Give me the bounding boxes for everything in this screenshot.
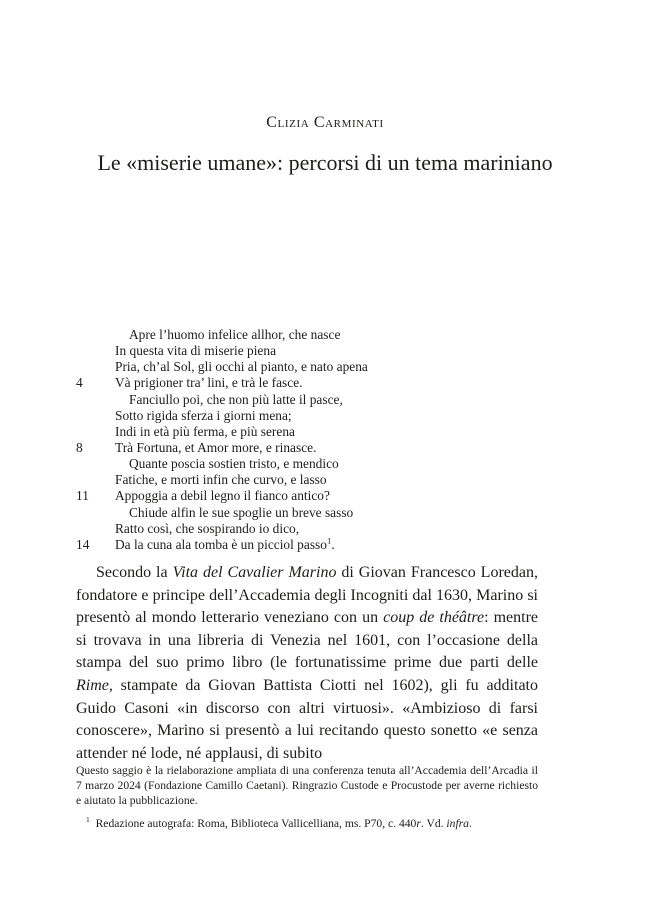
verse-words: Fanciullo poi, che non più latte il pasce, xyxy=(129,391,343,407)
verse-number: 8 xyxy=(76,439,83,455)
verse-words: Fatiche, e morti infin che curvo, e lasso xyxy=(115,472,327,488)
footnote-italic: infra xyxy=(446,816,469,830)
verse-line xyxy=(76,505,556,521)
sonnet xyxy=(76,327,556,553)
verse-text xyxy=(129,392,343,408)
verse-text xyxy=(115,440,316,456)
verse-words: Và prigioner tra’ lini, e trà le fasce. xyxy=(115,375,303,391)
footnote-1 xyxy=(76,816,538,831)
footnote-text: . Vd. xyxy=(420,816,447,830)
verse-punctuation: . xyxy=(331,536,335,552)
verse-line xyxy=(76,488,556,504)
author-name: Clizia Carminati xyxy=(266,114,384,131)
verse-text xyxy=(115,472,327,488)
verse-line xyxy=(76,440,556,456)
verse-number: 4 xyxy=(76,375,83,391)
italic-title: Vita del Cavalier Marino xyxy=(172,564,337,581)
verse-words: Pria, ch’al Sol, gli occhi al pianto, e nato apena xyxy=(115,359,368,375)
verse-words: Da la cuna ala tomba è un picciol passo xyxy=(115,536,327,552)
verse-text xyxy=(115,521,299,537)
verse-line xyxy=(76,359,556,375)
verse-text xyxy=(115,424,295,440)
verse-text xyxy=(115,488,330,504)
verse-words: Quante poscia sostien tristo, e mendico xyxy=(129,456,339,472)
verse-line xyxy=(76,408,556,424)
verse-line xyxy=(76,472,556,488)
verse-text xyxy=(115,408,292,424)
verse-number: 11 xyxy=(76,488,89,504)
verse-line xyxy=(76,375,556,391)
verse-text xyxy=(129,456,339,472)
italic-phrase: coup de théâtre xyxy=(383,609,485,627)
footnote-marker: 1 xyxy=(86,814,90,824)
verse-words: Apre l’huomo infelice allhor, che nasce xyxy=(129,327,341,342)
verse-line xyxy=(76,424,556,440)
acknowledgement-note: Questo saggio è la rielaborazione ampliata di una conferenza tenuta all’Accademia dell’Arcadia il 7 marzo 2024 (Fondazione Camillo Caetani). Ringrazio Custode e Procustode per averne richiesto e aiutato la pubblicazione. xyxy=(76,764,538,808)
body-text: , stampate da Giovan Battista Ciotti nel 1602), gli fu additato Guido Casoni «in discorso con altri virtuosi». «Ambizioso di farsi conoscere», Marino si presentò a lui recitando questo sonetto «e senza attender né lode, né applausi, di subito xyxy=(76,676,538,762)
body-text: Secondo la xyxy=(96,564,173,581)
verse-words: Chiude alfin le sue spoglie un breve sasso xyxy=(129,504,354,520)
footnote-text: Redazione autografa: Roma, Biblioteca Vallicelliana, ms. P70, c. 440 xyxy=(95,816,417,830)
italic-title: Rime xyxy=(76,676,109,694)
verse-words: Ratto così, che sospirando io dico, xyxy=(115,520,300,536)
verse-line xyxy=(76,456,556,472)
verse-words: In questa vita di miserie piena xyxy=(115,343,277,359)
verse-text xyxy=(115,375,303,391)
footnotes xyxy=(76,763,538,831)
verse-line xyxy=(76,537,556,553)
verse-line xyxy=(76,392,556,408)
verse-line xyxy=(76,327,556,343)
essay-title: Le «miserie umane»: percorsi di un tema mariniano xyxy=(97,150,553,175)
footnote-text: . xyxy=(468,816,472,830)
verse-words: Sotto rigida sferza i giorni mena; xyxy=(115,407,292,423)
verse-words: Indi in età più ferma, e più serena xyxy=(115,423,295,439)
body-text: : mentre si trovava in una libreria di Venezia nel 1601, con l’occasione della stampa del suo primo libro (le fortunatissime prime due parti delle xyxy=(76,609,539,672)
verse-text xyxy=(129,327,340,343)
verse-number: 14 xyxy=(76,536,90,552)
verse-text xyxy=(115,359,368,375)
verse-text xyxy=(129,505,353,521)
verse-words: Trà Fortuna, et Amor more, e rinasce. xyxy=(115,439,317,455)
verse-text xyxy=(115,343,276,359)
footnote-italic: r xyxy=(416,816,421,830)
body-paragraph xyxy=(76,562,538,765)
verse-words: Appoggia a debil legno il fianco antico? xyxy=(115,488,330,504)
body-text: di Giovan Francesco Loredan, fondatore e principe dell’Accademia degli Incogniti dal 1630, Marino si presentò al mondo letterario veneziano con un xyxy=(76,564,538,627)
verse-text xyxy=(115,537,335,553)
footnote-ref[interactable]: 1 xyxy=(326,535,332,546)
verse-line xyxy=(76,343,556,359)
verse-line xyxy=(76,521,556,537)
